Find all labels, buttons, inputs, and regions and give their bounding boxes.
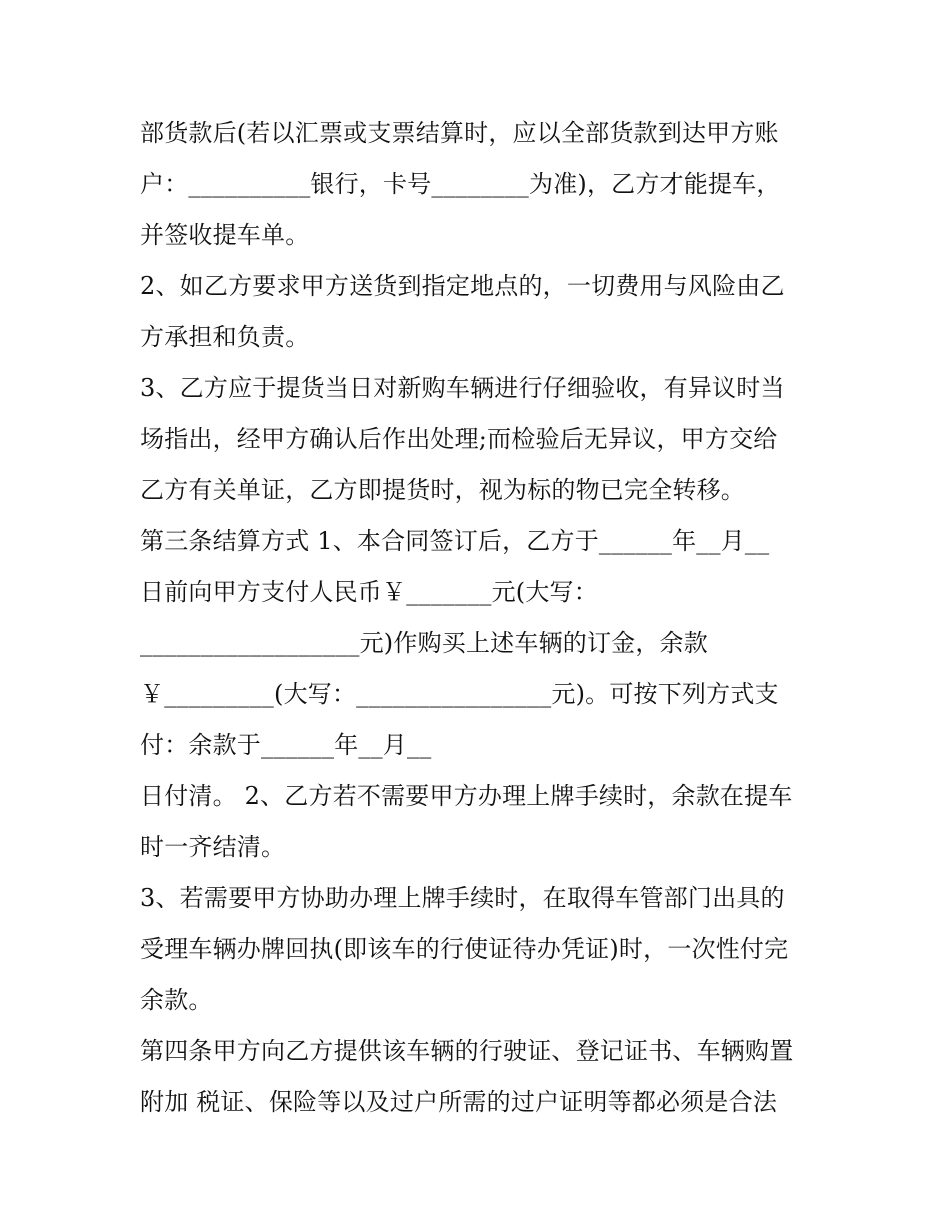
text-line: 附加 税证、保险等以及过户所需的过户证明等都必须是合法 bbox=[140, 1088, 778, 1116]
text-line: 第三条结算方式 1、本合同签订后，乙方于______年__月__ bbox=[140, 527, 770, 555]
contract-text bbox=[140, 108, 820, 1128]
text-line: 方承担和负责。 bbox=[140, 323, 310, 351]
text-line: __________________元)作购买上述车辆的订金，余款 bbox=[140, 629, 708, 657]
text-line: 户：__________银行，卡号________为准)，乙方才能提车， bbox=[140, 170, 781, 198]
text-line: 受理车辆办牌回执(即该车的行使证待办凭证)时，一次性付完 bbox=[140, 935, 789, 963]
text-line: 日前向甲方支付人民币￥_______元(大写： bbox=[140, 578, 598, 606]
text-line: 2、如乙方要求甲方送货到指定地点的，一切费用与风险由乙 bbox=[140, 272, 785, 300]
text-line: 付：余款于______年__月__ bbox=[140, 731, 432, 759]
text-line: 部货款后(若以汇票或支票结算时，应以全部货款到达甲方账 bbox=[140, 119, 779, 147]
text-line: 乙方有关单证，乙方即提货时，视为标的物已完全转移。 bbox=[140, 476, 745, 504]
text-line: 并签收提车单。 bbox=[140, 221, 310, 249]
text-line: 时一齐结清。 bbox=[140, 833, 286, 861]
text-line: 3、乙方应于提货当日对新购车辆进行仔细验收，有异议时当 bbox=[140, 374, 785, 402]
text-line: 3、若需要甲方协助办理上牌手续时，在取得车管部门出具的 bbox=[140, 884, 785, 912]
text-line: 场指出，经甲方确认后作出处理;而检验后无异议，甲方交给 bbox=[140, 425, 778, 453]
text-line: ￥_________(大写：________________元)。可按下列方式支 bbox=[140, 680, 779, 708]
text-line: 第四条甲方向乙方提供该车辆的行驶证、登记证书、车辆购置 bbox=[140, 1037, 794, 1065]
text-line: 日付清。 2、乙方若不需要甲方办理上牌手续时，余款在提车 bbox=[140, 782, 793, 810]
text-line: 余款。 bbox=[140, 986, 213, 1014]
